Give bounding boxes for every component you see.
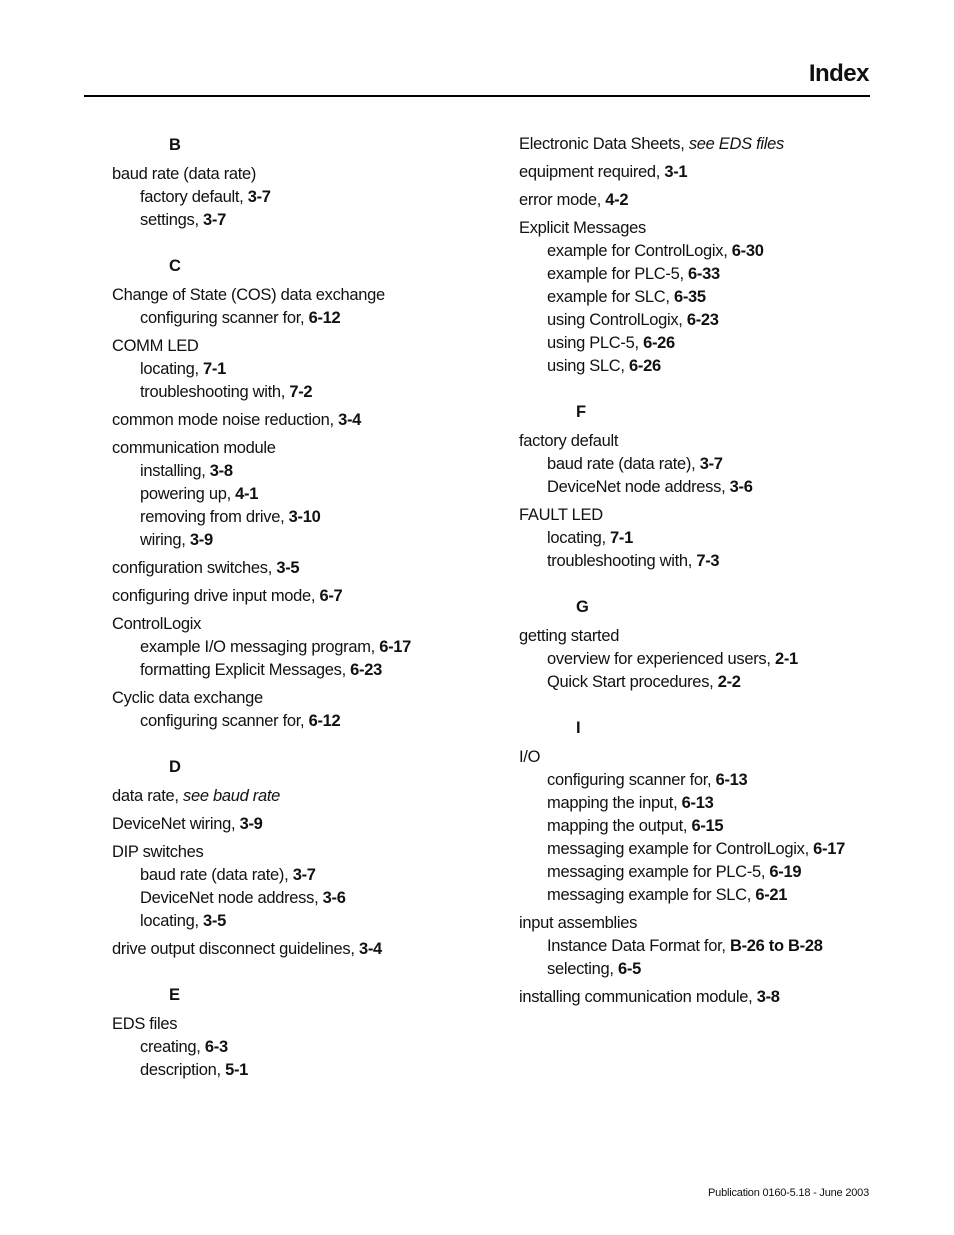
index-entry xyxy=(519,430,899,499)
sub-entry xyxy=(112,1036,492,1059)
entry-term: common mode noise reduction, xyxy=(112,411,339,429)
section-letter: B xyxy=(169,136,181,154)
entry-term: example I/O messaging program, xyxy=(140,638,380,656)
page-reference: 3-1 xyxy=(664,163,688,181)
entry-term: FAULT LED xyxy=(519,506,603,524)
index-section xyxy=(519,595,899,694)
sub-entry xyxy=(112,460,492,483)
entry-row xyxy=(519,217,899,240)
sub-entry xyxy=(519,240,899,263)
section-letter: G xyxy=(576,598,589,616)
entry-term: using SLC, xyxy=(547,357,629,375)
page-reference: 2-1 xyxy=(774,650,798,668)
page-reference: 6-13 xyxy=(681,794,714,812)
entry-term: locating, xyxy=(140,360,204,378)
sub-entry xyxy=(112,529,492,552)
entry-term: DIP switches xyxy=(112,843,204,861)
sub-entry xyxy=(519,769,899,792)
entry-term: creating, xyxy=(140,1038,205,1056)
page-reference: 3-9 xyxy=(239,815,263,833)
page-reference: 6-13 xyxy=(715,771,748,789)
entry-term: Instance Data Format for, xyxy=(547,937,730,955)
index-entry xyxy=(112,813,492,836)
entry-term: factory default xyxy=(519,432,619,450)
index-entry xyxy=(519,133,899,156)
page-reference: 7-1 xyxy=(203,360,226,378)
page-title: Index xyxy=(808,60,869,87)
page-reference: 3-6 xyxy=(322,889,346,907)
index-section xyxy=(519,400,899,573)
sub-entry xyxy=(519,861,899,884)
sub-entry xyxy=(519,884,899,907)
see-reference: see EDS files xyxy=(688,135,784,153)
index-section xyxy=(112,983,492,1082)
entry-row xyxy=(112,409,492,432)
entry-term: wiring, xyxy=(140,531,190,549)
entry-term: example for PLC-5, xyxy=(547,265,689,283)
entry-term: COMM LED xyxy=(112,337,199,355)
index-entry xyxy=(112,335,492,404)
entry-term: getting started xyxy=(519,627,620,645)
page-reference: 7-2 xyxy=(289,383,313,401)
sub-entry xyxy=(112,209,492,232)
entry-term: Electronic Data Sheets, xyxy=(519,135,689,153)
entry-term: configuring scanner for, xyxy=(140,309,309,327)
index-entry xyxy=(519,189,899,212)
index-entry xyxy=(112,409,492,432)
sub-entry xyxy=(519,309,899,332)
sub-entry xyxy=(112,186,492,209)
entry-row xyxy=(112,163,492,186)
entry-term: error mode, xyxy=(519,191,606,209)
sub-entry xyxy=(519,958,899,981)
entry-term: example for ControlLogix, xyxy=(547,242,732,260)
entry-row xyxy=(112,613,492,636)
page-reference: 3-4 xyxy=(358,940,382,958)
page-reference: 6-33 xyxy=(688,265,720,283)
entry-term: messaging example for ControlLogix, xyxy=(547,840,814,858)
entry-term: baud rate (data rate), xyxy=(547,455,700,473)
entry-row xyxy=(519,430,899,453)
index-entry xyxy=(519,504,899,573)
index-section xyxy=(519,716,899,1009)
entry-term: installing, xyxy=(140,462,210,480)
page-reference: 3-5 xyxy=(203,912,226,930)
entry-term: I/O xyxy=(519,748,541,766)
entry-term: mapping the output, xyxy=(547,817,692,835)
entry-row xyxy=(519,625,899,648)
sub-entry xyxy=(112,483,492,506)
entry-term: troubleshooting with, xyxy=(140,383,290,401)
entry-row xyxy=(519,986,899,1009)
entry-row xyxy=(112,335,492,358)
page-reference: 6-7 xyxy=(319,587,343,605)
sub-entry xyxy=(519,935,899,958)
page-reference: 6-12 xyxy=(308,309,341,327)
index-entry xyxy=(519,625,899,694)
page-reference: 6-5 xyxy=(618,960,641,978)
index-entry xyxy=(519,161,899,184)
sub-entry xyxy=(112,659,492,682)
entry-term: Quick Start procedures, xyxy=(547,673,718,691)
index-entry xyxy=(112,163,492,232)
section-letter: F xyxy=(576,403,586,421)
entry-row xyxy=(112,585,492,608)
page-reference: 6-12 xyxy=(308,712,341,730)
index-section xyxy=(112,755,492,961)
index-entry xyxy=(519,746,899,907)
entry-term: factory default, xyxy=(140,188,248,206)
sub-entry xyxy=(519,838,899,861)
sub-entry xyxy=(519,332,899,355)
page-reference: 6-15 xyxy=(691,817,724,835)
index-entry xyxy=(112,687,492,733)
entry-term: locating, xyxy=(140,912,204,930)
entry-term: messaging example for SLC, xyxy=(547,886,756,904)
entry-term: DeviceNet wiring, xyxy=(112,815,240,833)
entry-row xyxy=(112,687,492,710)
entry-term: Explicit Messages xyxy=(519,219,646,237)
index-entry xyxy=(519,912,899,981)
page-reference: 6-26 xyxy=(643,334,675,352)
entry-term: communication module xyxy=(112,439,276,457)
entry-term: configuring scanner for, xyxy=(547,771,716,789)
page-reference: 6-30 xyxy=(731,242,764,260)
sub-entry xyxy=(112,506,492,529)
page-reference: 7-1 xyxy=(610,529,633,547)
index-section xyxy=(519,133,899,378)
entry-row xyxy=(112,1013,492,1036)
index-entry xyxy=(112,785,492,808)
entry-row xyxy=(519,504,899,527)
entry-term: powering up, xyxy=(140,485,236,503)
page-reference: 3-8 xyxy=(756,988,780,1006)
entry-row xyxy=(112,437,492,460)
index-entry xyxy=(112,613,492,682)
entry-term: mapping the input, xyxy=(547,794,682,812)
page-reference: 4-1 xyxy=(235,485,259,503)
entry-row xyxy=(112,284,492,307)
entry-term: configuration switches, xyxy=(112,559,277,577)
entry-row xyxy=(112,557,492,580)
entry-term: messaging example for PLC-5, xyxy=(547,863,770,881)
page-reference: 3-10 xyxy=(288,508,321,526)
index-entry xyxy=(519,986,899,1009)
page-reference: 6-23 xyxy=(350,661,382,679)
sub-entry xyxy=(112,1059,492,1082)
page-reference: 3-7 xyxy=(699,455,723,473)
page-reference: 6-21 xyxy=(755,886,788,904)
sub-entry xyxy=(519,263,899,286)
entry-row xyxy=(519,912,899,935)
sub-entry xyxy=(112,381,492,404)
entry-term: data rate, xyxy=(112,787,183,805)
entry-row xyxy=(519,161,899,184)
entry-term: configuring scanner for, xyxy=(140,712,309,730)
entry-row xyxy=(519,133,899,156)
entry-term: Change of State (COS) data exchange xyxy=(112,286,385,304)
sub-entry xyxy=(112,636,492,659)
entry-row xyxy=(112,841,492,864)
index-column-right xyxy=(519,133,899,1031)
entry-row xyxy=(112,785,492,808)
entry-term: DeviceNet node address, xyxy=(547,478,730,496)
sub-entry xyxy=(519,476,899,499)
index-entry xyxy=(112,437,492,552)
entry-term: overview for experienced users, xyxy=(547,650,775,668)
entry-term: DeviceNet node address, xyxy=(140,889,323,907)
page-reference: 6-26 xyxy=(629,357,661,375)
entry-row xyxy=(112,938,492,961)
entry-term: input assemblies xyxy=(519,914,638,932)
index-section xyxy=(112,254,492,733)
entry-term: example for SLC, xyxy=(547,288,674,306)
section-letter: C xyxy=(169,257,181,275)
page-reference: 3-9 xyxy=(189,531,213,549)
index-section xyxy=(112,133,492,232)
entry-term: equipment required, xyxy=(519,163,665,181)
page-reference: 3-7 xyxy=(292,866,316,884)
page-reference: 2-2 xyxy=(717,673,741,691)
index-entry xyxy=(112,938,492,961)
sub-entry xyxy=(112,710,492,733)
entry-term: locating, xyxy=(547,529,611,547)
sub-entry xyxy=(112,864,492,887)
sub-entry xyxy=(519,286,899,309)
sub-entry xyxy=(519,355,899,378)
index-entry xyxy=(519,217,899,378)
sub-entry xyxy=(519,815,899,838)
entry-term: formatting Explicit Messages, xyxy=(140,661,351,679)
entry-row xyxy=(112,813,492,836)
entry-term: description, xyxy=(140,1061,226,1079)
sub-entry xyxy=(519,648,899,671)
index-entry xyxy=(112,1013,492,1082)
sub-entry xyxy=(112,358,492,381)
section-letter: E xyxy=(169,986,180,1004)
entry-term: EDS files xyxy=(112,1015,178,1033)
index-entry xyxy=(112,841,492,933)
sub-entry xyxy=(519,527,899,550)
page-reference: 3-4 xyxy=(338,411,362,429)
index-entry xyxy=(112,557,492,580)
entry-row xyxy=(519,189,899,212)
entry-term: installing communication module, xyxy=(519,988,757,1006)
entry-term: troubleshooting with, xyxy=(547,552,697,570)
sub-entry xyxy=(519,453,899,476)
page-reference: 5-1 xyxy=(225,1061,249,1079)
page-reference: 3-8 xyxy=(209,462,233,480)
entry-term: using PLC-5, xyxy=(547,334,644,352)
entry-term: ControlLogix xyxy=(112,615,202,633)
page-reference: 6-23 xyxy=(686,311,719,329)
page-reference: 6-17 xyxy=(813,840,845,858)
section-letter: D xyxy=(169,758,181,776)
page-reference: 4-2 xyxy=(605,191,629,209)
entry-term: baud rate (data rate), xyxy=(140,866,293,884)
page-reference: 6-35 xyxy=(673,288,706,306)
index-entry xyxy=(112,284,492,330)
page-reference: 3-7 xyxy=(247,188,271,206)
page-reference: 3-6 xyxy=(729,478,753,496)
sub-entry xyxy=(519,550,899,573)
sub-entry xyxy=(112,887,492,910)
page-reference: 3-7 xyxy=(203,211,226,229)
header-rule xyxy=(84,95,870,97)
entry-term: settings, xyxy=(140,211,204,229)
entry-row xyxy=(519,746,899,769)
page-reference: 6-19 xyxy=(769,863,802,881)
entry-term: removing from drive, xyxy=(140,508,289,526)
entry-term: using ControlLogix, xyxy=(547,311,687,329)
page-reference: 7-3 xyxy=(696,552,720,570)
page-reference: B-26 to B-28 xyxy=(729,937,823,955)
sub-entry xyxy=(519,671,899,694)
section-letter: I xyxy=(576,719,581,737)
entry-term: drive output disconnect guidelines, xyxy=(112,940,359,958)
see-reference: see baud rate xyxy=(183,787,281,805)
sub-entry xyxy=(112,910,492,933)
entry-term: configuring drive input mode, xyxy=(112,587,320,605)
sub-entry xyxy=(519,792,899,815)
entry-term: baud rate (data rate) xyxy=(112,165,257,183)
page-reference: 6-3 xyxy=(204,1038,228,1056)
page-reference: 6-17 xyxy=(379,638,412,656)
publication-footer: Publication 0160-5.18 - June 2003 xyxy=(708,1187,869,1199)
entry-term: selecting, xyxy=(547,960,618,978)
sub-entry xyxy=(112,307,492,330)
entry-term: Cyclic data exchange xyxy=(112,689,263,707)
page-reference: 3-5 xyxy=(276,559,300,577)
index-entry xyxy=(112,585,492,608)
index-column-left xyxy=(112,133,492,1104)
